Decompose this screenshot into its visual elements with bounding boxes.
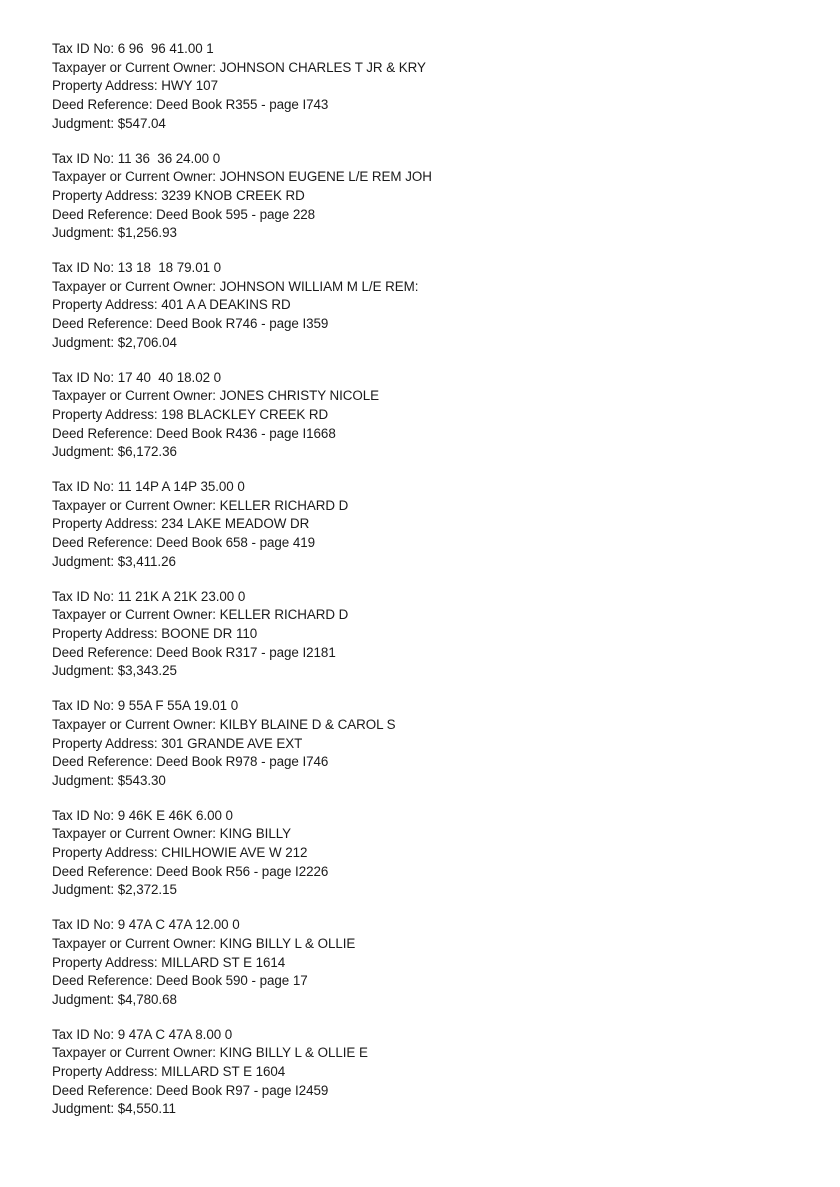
judgment-label: Judgment: [52, 553, 115, 569]
deed-label: Deed Reference: [52, 535, 153, 551]
judgment-line [52, 1100, 812, 1119]
deed-value: Deed Book R746 - page I359 [156, 316, 329, 332]
tax-id-line [52, 807, 812, 826]
tax-id-label: Tax ID No: [52, 260, 115, 276]
judgment-line [52, 991, 812, 1010]
tax-record [52, 369, 812, 463]
tax-id-label: Tax ID No: [52, 698, 115, 714]
owner-label: Taxpayer or Current Owner: [52, 935, 216, 951]
address-value: MILLARD ST E 1604 [161, 1064, 286, 1080]
records-list [52, 40, 812, 1119]
owner-value: JONES CHRISTY NICOLE [219, 388, 380, 404]
deed-value: Deed Book R317 - page I2181 [156, 644, 336, 660]
address-line [52, 77, 812, 96]
deed-label: Deed Reference: [52, 644, 153, 660]
address-label: Property Address: [52, 516, 158, 532]
judgment-line [52, 772, 812, 791]
address-line [52, 844, 812, 863]
address-label: Property Address: [52, 625, 158, 641]
tax-id-value: 6 96 96 41.00 1 [117, 41, 214, 56]
judgment-label: Judgment: [52, 334, 115, 350]
judgment-value: $3,343.25 [117, 663, 177, 679]
tax-id-label: Tax ID No: [52, 369, 115, 385]
tax-id-value: 11 21K A 21K 23.00 0 [117, 588, 246, 604]
owner-line [52, 1044, 812, 1063]
tax-id-value: 17 40 40 18.02 0 [117, 369, 222, 385]
tax-id-line [52, 697, 812, 716]
address-line [52, 1063, 812, 1082]
address-line [52, 954, 812, 973]
tax-id-label: Tax ID No: [52, 807, 115, 823]
address-line [52, 735, 812, 754]
document-page [52, 40, 812, 1135]
address-label: Property Address: [52, 406, 158, 422]
owner-label: Taxpayer or Current Owner: [52, 1045, 216, 1061]
deed-value: Deed Book R355 - page I743 [156, 97, 329, 113]
deed-label: Deed Reference: [52, 863, 153, 879]
deed-value: Deed Book 590 - page 17 [156, 973, 308, 989]
tax-id-value: 13 18 18 79.01 0 [117, 260, 222, 276]
owner-value: KING BILLY L & OLLIE E [219, 1045, 368, 1061]
deed-label: Deed Reference: [52, 973, 153, 989]
deed-line [52, 534, 812, 553]
owner-line [52, 606, 812, 625]
tax-record [52, 697, 812, 791]
tax-id-line [52, 478, 812, 497]
tax-id-value: 9 47A C 47A 12.00 0 [117, 917, 240, 933]
address-line [52, 515, 812, 534]
deed-value: Deed Book R97 - page I2459 [156, 1082, 329, 1098]
owner-line [52, 935, 812, 954]
owner-line [52, 497, 812, 516]
judgment-line [52, 224, 812, 243]
tax-id-line [52, 588, 812, 607]
deed-line [52, 863, 812, 882]
deed-label: Deed Reference: [52, 97, 153, 113]
deed-value: Deed Book R56 - page I2226 [156, 863, 329, 879]
judgment-value: $543.30 [117, 772, 166, 788]
deed-label: Deed Reference: [52, 206, 153, 222]
owner-value: KING BILLY [219, 826, 292, 842]
owner-value: JOHNSON EUGENE L/E REM JOH [219, 169, 432, 185]
deed-label: Deed Reference: [52, 316, 153, 332]
tax-id-line [52, 150, 812, 169]
owner-line [52, 168, 812, 187]
judgment-value: $6,172.36 [117, 444, 177, 460]
tax-id-label: Tax ID No: [52, 41, 115, 56]
owner-line [52, 825, 812, 844]
tax-id-line [52, 1026, 812, 1045]
owner-line [52, 59, 812, 78]
tax-record [52, 259, 812, 353]
judgment-line [52, 334, 812, 353]
owner-line [52, 278, 812, 297]
address-label: Property Address: [52, 78, 158, 94]
address-value: 234 LAKE MEADOW DR [161, 516, 310, 532]
tax-id-value: 9 46K E 46K 6.00 0 [117, 807, 233, 823]
tax-record [52, 1026, 812, 1120]
deed-line [52, 315, 812, 334]
tax-id-line [52, 40, 812, 59]
deed-value: Deed Book R978 - page I746 [156, 754, 329, 770]
judgment-label: Judgment: [52, 882, 115, 898]
address-label: Property Address: [52, 1064, 158, 1080]
owner-label: Taxpayer or Current Owner: [52, 278, 216, 294]
owner-label: Taxpayer or Current Owner: [52, 716, 216, 732]
tax-id-label: Tax ID No: [52, 917, 115, 933]
judgment-label: Judgment: [52, 663, 115, 679]
deed-value: Deed Book 658 - page 419 [156, 535, 316, 551]
address-line [52, 625, 812, 644]
judgment-value: $547.04 [117, 115, 166, 131]
judgment-label: Judgment: [52, 115, 115, 131]
tax-id-value: 9 55A F 55A 19.01 0 [117, 698, 239, 714]
tax-id-label: Tax ID No: [52, 588, 115, 604]
tax-id-line [52, 259, 812, 278]
tax-id-line [52, 916, 812, 935]
judgment-value: $2,706.04 [117, 334, 177, 350]
judgment-label: Judgment: [52, 772, 115, 788]
owner-value: JOHNSON WILLIAM M L/E REM: [219, 278, 419, 294]
judgment-label: Judgment: [52, 1101, 115, 1117]
owner-value: JOHNSON CHARLES T JR & KRY [219, 59, 426, 75]
tax-id-value: 11 36 36 24.00 0 [117, 150, 221, 166]
tax-record [52, 150, 812, 244]
owner-label: Taxpayer or Current Owner: [52, 826, 216, 842]
owner-label: Taxpayer or Current Owner: [52, 607, 216, 623]
deed-value: Deed Book R436 - page I1668 [156, 425, 336, 441]
tax-id-value: 11 14P A 14P 35.00 0 [117, 479, 245, 495]
judgment-line [52, 443, 812, 462]
judgment-label: Judgment: [52, 444, 115, 460]
deed-value: Deed Book 595 - page 228 [156, 206, 316, 222]
owner-value: KELLER RICHARD D [219, 607, 349, 623]
address-line [52, 296, 812, 315]
judgment-value: $4,780.68 [117, 991, 177, 1007]
owner-line [52, 387, 812, 406]
address-label: Property Address: [52, 735, 158, 751]
address-value: 198 BLACKLEY CREEK RD [161, 406, 329, 422]
owner-value: KELLER RICHARD D [219, 497, 349, 513]
address-label: Property Address: [52, 187, 158, 203]
deed-line [52, 206, 812, 225]
tax-record [52, 807, 812, 901]
address-value: BOONE DR 110 [161, 625, 258, 641]
tax-id-label: Tax ID No: [52, 1026, 115, 1042]
judgment-line [52, 662, 812, 681]
address-value: HWY 107 [161, 78, 218, 94]
deed-label: Deed Reference: [52, 425, 153, 441]
judgment-label: Judgment: [52, 991, 115, 1007]
address-value: 301 GRANDE AVE EXT [161, 735, 303, 751]
owner-label: Taxpayer or Current Owner: [52, 59, 216, 75]
deed-line [52, 644, 812, 663]
address-label: Property Address: [52, 954, 158, 970]
address-value: 401 A A DEAKINS RD [161, 297, 291, 313]
owner-label: Taxpayer or Current Owner: [52, 497, 216, 513]
judgment-value: $4,550.11 [117, 1101, 176, 1117]
address-line [52, 406, 812, 425]
tax-id-label: Tax ID No: [52, 150, 115, 166]
tax-record [52, 588, 812, 682]
judgment-value: $3,411.26 [117, 553, 176, 569]
owner-label: Taxpayer or Current Owner: [52, 388, 216, 404]
tax-id-value: 9 47A C 47A 8.00 0 [117, 1026, 233, 1042]
address-value: MILLARD ST E 1614 [161, 954, 286, 970]
owner-line [52, 716, 812, 735]
judgment-value: $2,372.15 [117, 882, 177, 898]
address-value: CHILHOWIE AVE W 212 [161, 845, 308, 861]
address-value: 3239 KNOB CREEK RD [161, 187, 305, 203]
owner-value: KING BILLY L & OLLIE [219, 935, 356, 951]
judgment-line [52, 553, 812, 572]
owner-label: Taxpayer or Current Owner: [52, 169, 216, 185]
deed-line [52, 425, 812, 444]
address-line [52, 187, 812, 206]
judgment-label: Judgment: [52, 225, 115, 241]
address-label: Property Address: [52, 297, 158, 313]
judgment-value: $1,256.93 [117, 225, 177, 241]
tax-id-label: Tax ID No: [52, 479, 115, 495]
tax-id-line [52, 369, 812, 388]
address-label: Property Address: [52, 845, 158, 861]
tax-record [52, 478, 812, 572]
tax-record [52, 916, 812, 1010]
deed-label: Deed Reference: [52, 1082, 153, 1098]
judgment-line [52, 115, 812, 134]
judgment-line [52, 881, 812, 900]
deed-line [52, 972, 812, 991]
tax-record [52, 40, 812, 134]
deed-label: Deed Reference: [52, 754, 153, 770]
deed-line [52, 753, 812, 772]
deed-line [52, 96, 812, 115]
deed-line [52, 1082, 812, 1101]
owner-value: KILBY BLAINE D & CAROL S [219, 716, 396, 732]
